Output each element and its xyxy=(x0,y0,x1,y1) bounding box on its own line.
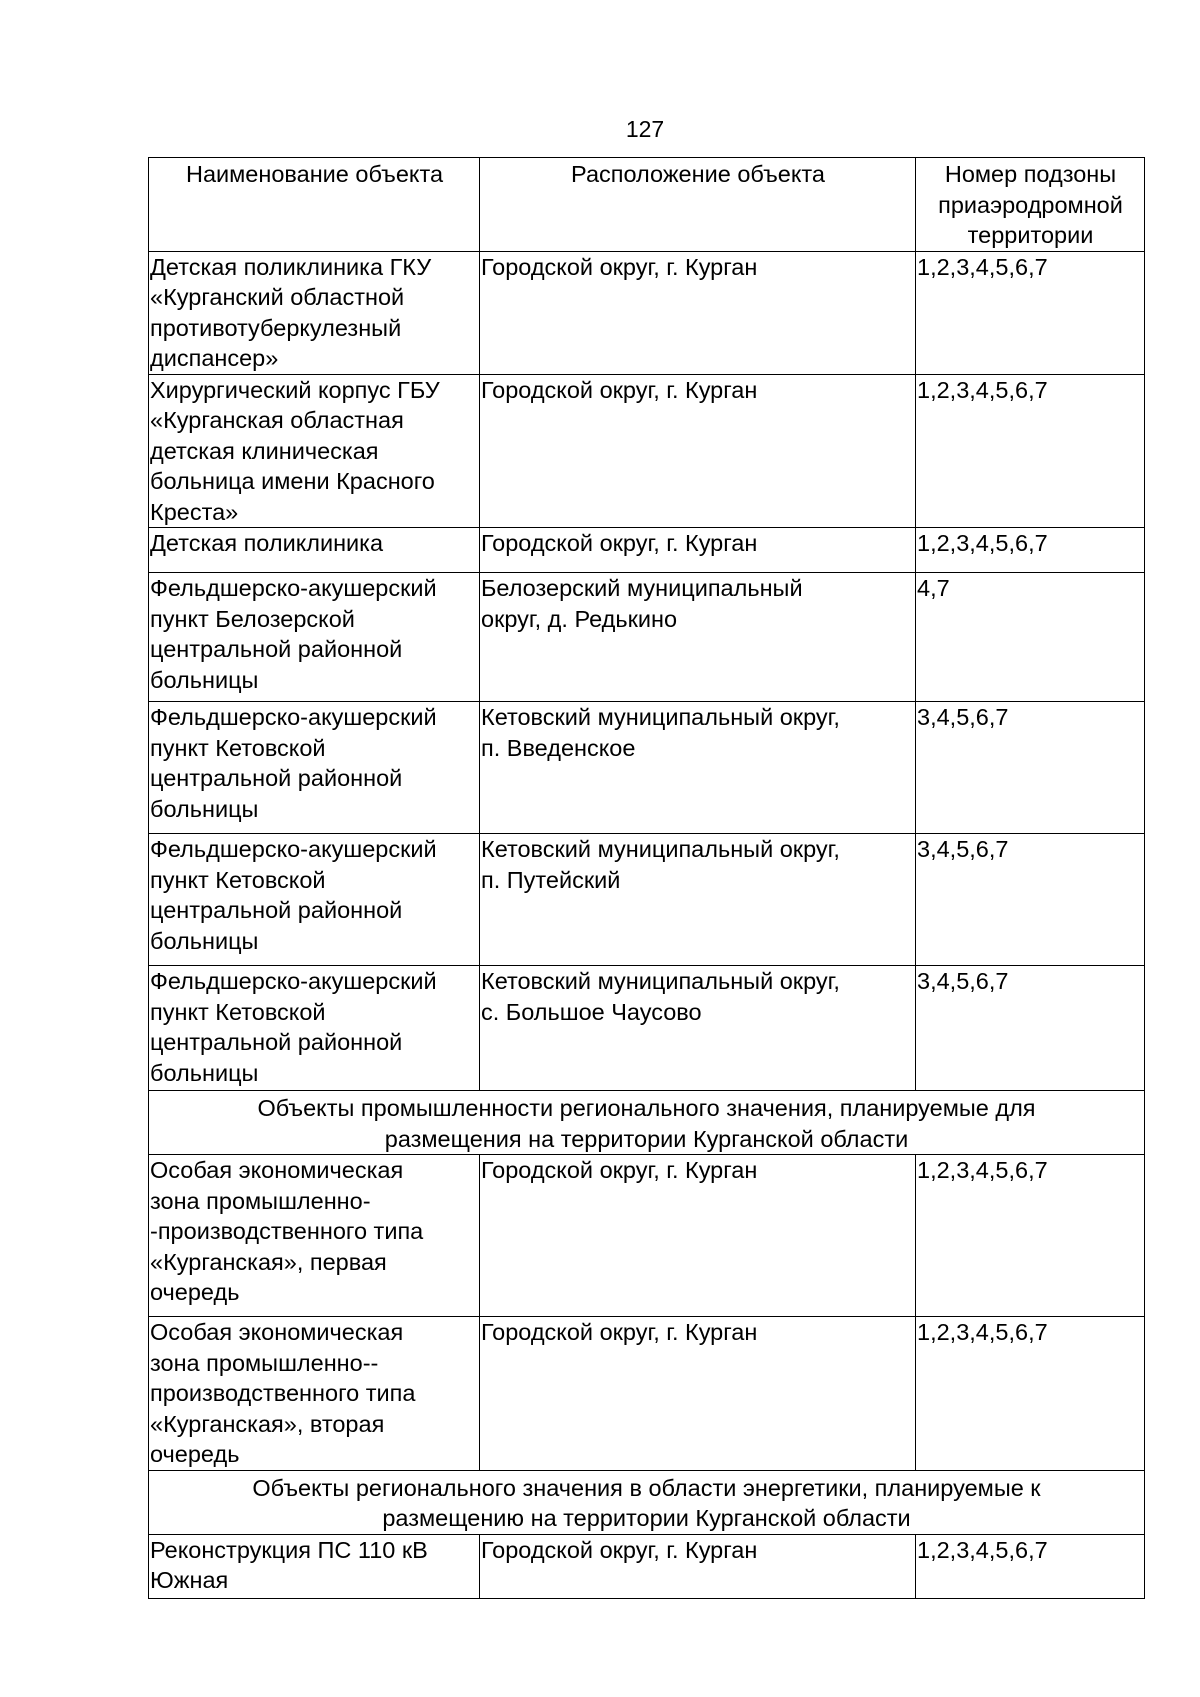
table-row xyxy=(149,966,1145,1091)
cell-subzone: 1,2,3,4,5,6,7 xyxy=(916,374,1145,528)
cell-subzone: 1,2,3,4,5,6,7 xyxy=(916,528,1145,573)
cell-subzone: 4,7 xyxy=(916,573,1145,702)
cell-subzone: 1,2,3,4,5,6,7 xyxy=(916,251,1145,374)
table-header-row xyxy=(149,158,1145,252)
cell-subzone: 1,2,3,4,5,6,7 xyxy=(916,1317,1145,1471)
header-name: Наименование объекта xyxy=(149,158,480,252)
cell-location: Городской округ, г. Курган xyxy=(480,251,916,374)
table-row xyxy=(149,834,1145,966)
cell-name: Фельдшерско-акушерский пункт Кетовской центральной районной больницы xyxy=(149,702,480,834)
cell-subzone: 3,4,5,6,7 xyxy=(916,966,1145,1091)
cell-location: Белозерский муниципальный округ, д. Редькино xyxy=(480,573,916,702)
cell-location: Кетовский муниципальный округ, п. Путейский xyxy=(480,834,916,966)
cell-location: Городской округ, г. Курган xyxy=(480,528,916,573)
header-subzone: Номер подзоны приаэродромной территории xyxy=(916,158,1145,252)
table-row xyxy=(149,1534,1145,1598)
cell-location: Кетовский муниципальный округ, с. Большое Чаусово xyxy=(480,966,916,1091)
cell-location: Городской округ, г. Курган xyxy=(480,1534,916,1598)
cell-subzone: 1,2,3,4,5,6,7 xyxy=(916,1534,1145,1598)
cell-location: Городской округ, г. Курган xyxy=(480,1155,916,1317)
cell-location: Городской округ, г. Курган xyxy=(480,1317,916,1471)
table-row xyxy=(149,374,1145,528)
objects-table xyxy=(148,157,1145,1599)
table-row xyxy=(149,702,1145,834)
cell-name: Реконструкция ПС 110 кВ Южная xyxy=(149,1534,480,1598)
cell-name: Хирургический корпус ГБУ «Курганская областная детская клиническая больница имени Красного Креста» xyxy=(149,374,480,528)
section-row-industry xyxy=(149,1091,1145,1155)
cell-location: Городской округ, г. Курган xyxy=(480,374,916,528)
section-heading-industry: Объекты промышленности регионального значения, планируемые для размещения на территории Курганской области xyxy=(149,1091,1145,1155)
header-location: Расположение объекта xyxy=(480,158,916,252)
cell-name: Особая экономическая зона промышленно- -производственного типа «Курганская», первая очередь xyxy=(149,1155,480,1317)
table-row xyxy=(149,251,1145,374)
table-row xyxy=(149,1155,1145,1317)
page-number: 127 xyxy=(625,116,665,142)
cell-name: Фельдшерско-акушерский пункт Кетовской центральной районной больницы xyxy=(149,834,480,966)
cell-subzone: 3,4,5,6,7 xyxy=(916,702,1145,834)
cell-name: Особая экономическая зона промышленно-- производственного типа «Курганская», вторая очередь xyxy=(149,1317,480,1471)
cell-subzone: 3,4,5,6,7 xyxy=(916,834,1145,966)
table-row xyxy=(149,573,1145,702)
cell-name: Детская поликлиника xyxy=(149,528,480,573)
section-row-energy xyxy=(149,1470,1145,1534)
cell-name: Детская поликлиника ГКУ «Курганский областной противотуберкулезный диспансер» xyxy=(149,251,480,374)
table-row xyxy=(149,528,1145,573)
section-heading-energy: Объекты регионального значения в области энергетики, планируемые к размещению на территории Курганской области xyxy=(149,1470,1145,1534)
table-row xyxy=(149,1317,1145,1471)
cell-name: Фельдшерско-акушерский пункт Кетовской центральной районной больницы xyxy=(149,966,480,1091)
cell-subzone: 1,2,3,4,5,6,7 xyxy=(916,1155,1145,1317)
cell-location: Кетовский муниципальный округ, п. Введенское xyxy=(480,702,916,834)
cell-name: Фельдшерско-акушерский пункт Белозерской центральной районной больницы xyxy=(149,573,480,702)
